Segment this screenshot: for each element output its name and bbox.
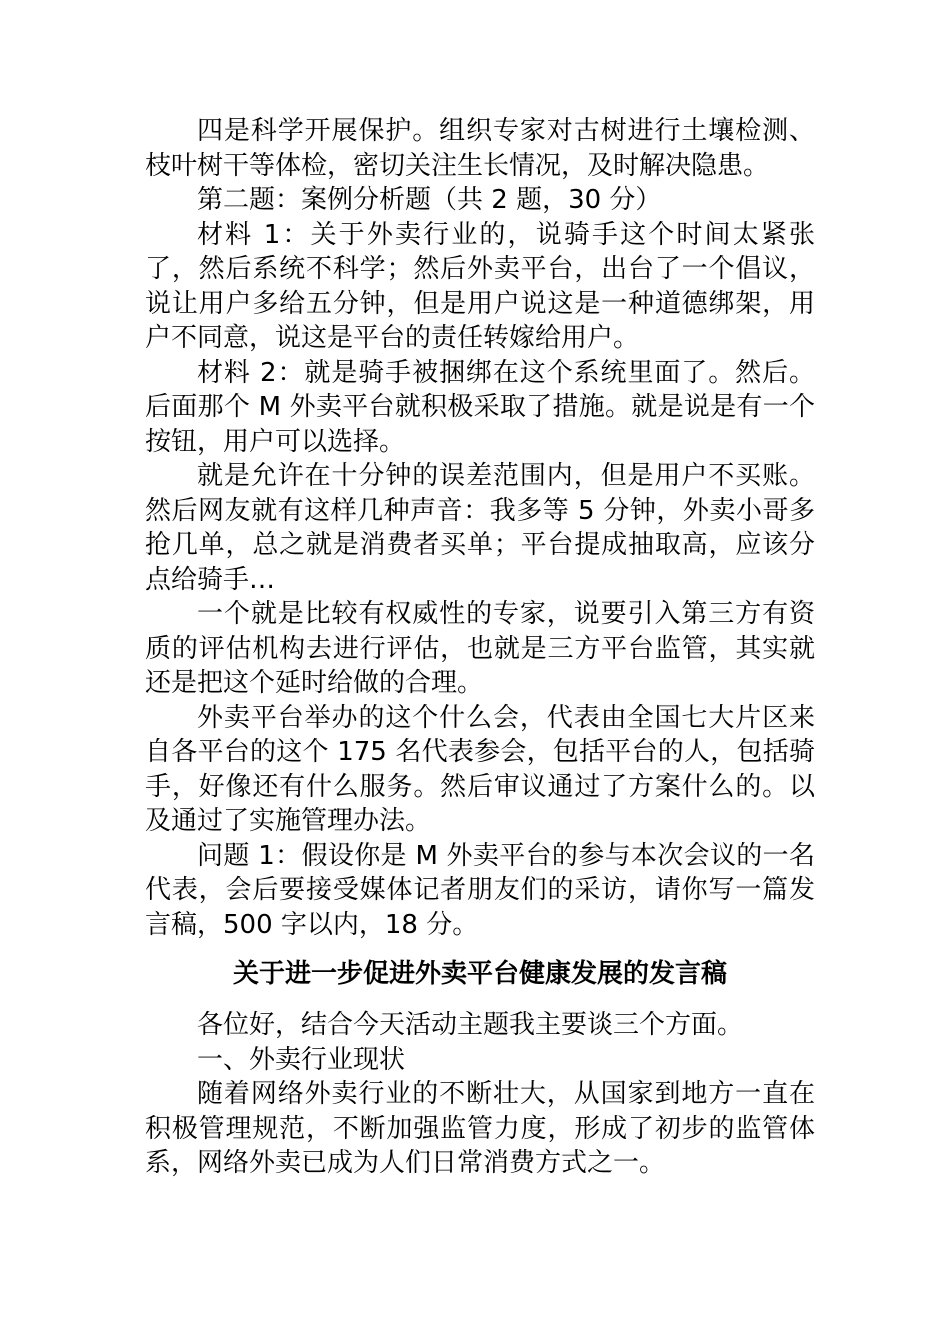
paragraph-material-2: 材料 2：就是骑手被捆绑在这个系统里面了。然后。后面那个 M 外卖平台就积极采取了措施。就是说是有一个按钮，用户可以选择。 xyxy=(145,357,815,457)
paragraph-subheading-industry-status: 一、外卖行业现状 xyxy=(197,1044,406,1075)
document-body xyxy=(145,114,815,1181)
paragraph-user-reaction: 就是允许在十分钟的误差范围内，但是用户不买账。然后网友就有这样几种声音：我多等 5 分钟，外卖小哥多抢几单，总之就是消费者买单；平台提成抽取高，应该分点给骑手… xyxy=(145,461,815,595)
paragraph-protection-measure: 四是科学开展保护。组织专家对古树进行土壤检测、枝叶树干等体检，密切关注生长情况，及时解决隐患。 xyxy=(145,116,815,181)
paragraph-greeting: 各位好，结合今天活动主题我主要谈三个方面。 xyxy=(197,1010,744,1040)
paragraph-material-1: 材料 1：关于外卖行业的，说骑手这个时间太紧张了，然后系统不科学；然后外卖平台，出台了一个倡议，说让用户多给五分钟，但是用户说这是一种道德绑架，用户不同意，说这是平台的责任转嫁给用户。 xyxy=(145,219,815,353)
paragraph-question-1: 问题 1：假设你是 M 外卖平台的参与本次会议的一名代表，会后要接受媒体记者朋友们的采访，请你写一篇发言稿，500 字以内，18 分。 xyxy=(145,840,815,940)
paragraph-meeting: 外卖平台举办的这个什么会，代表由全国七大片区来自各平台的这个 175 名代表参会，包括平台的人，包括骑手，好像还有什么服务。然后审议通过了方案什么的。以及通过了实施管理办法。 xyxy=(145,702,815,836)
paragraph-expert-opinion: 一个就是比较有权威性的专家，说要引入第三方有资质的评估机构去进行评估，也就是三方平台监管，其实就还是把这个延时给做的合理。 xyxy=(145,599,815,698)
speech-title: 关于进一步促进外卖平台健康发展的发言稿 xyxy=(232,959,727,989)
paragraph-section-heading: 第二题：案例分析题（共 2 题，30 分） xyxy=(197,185,662,215)
paragraph-industry-status: 随着网络外卖行业的不断壮大，从国家到地方一直在积极管理规范，不断加强监管力度，形成了初步的监管体系，网络外卖已成为人们日常消费方式之一。 xyxy=(145,1079,815,1178)
